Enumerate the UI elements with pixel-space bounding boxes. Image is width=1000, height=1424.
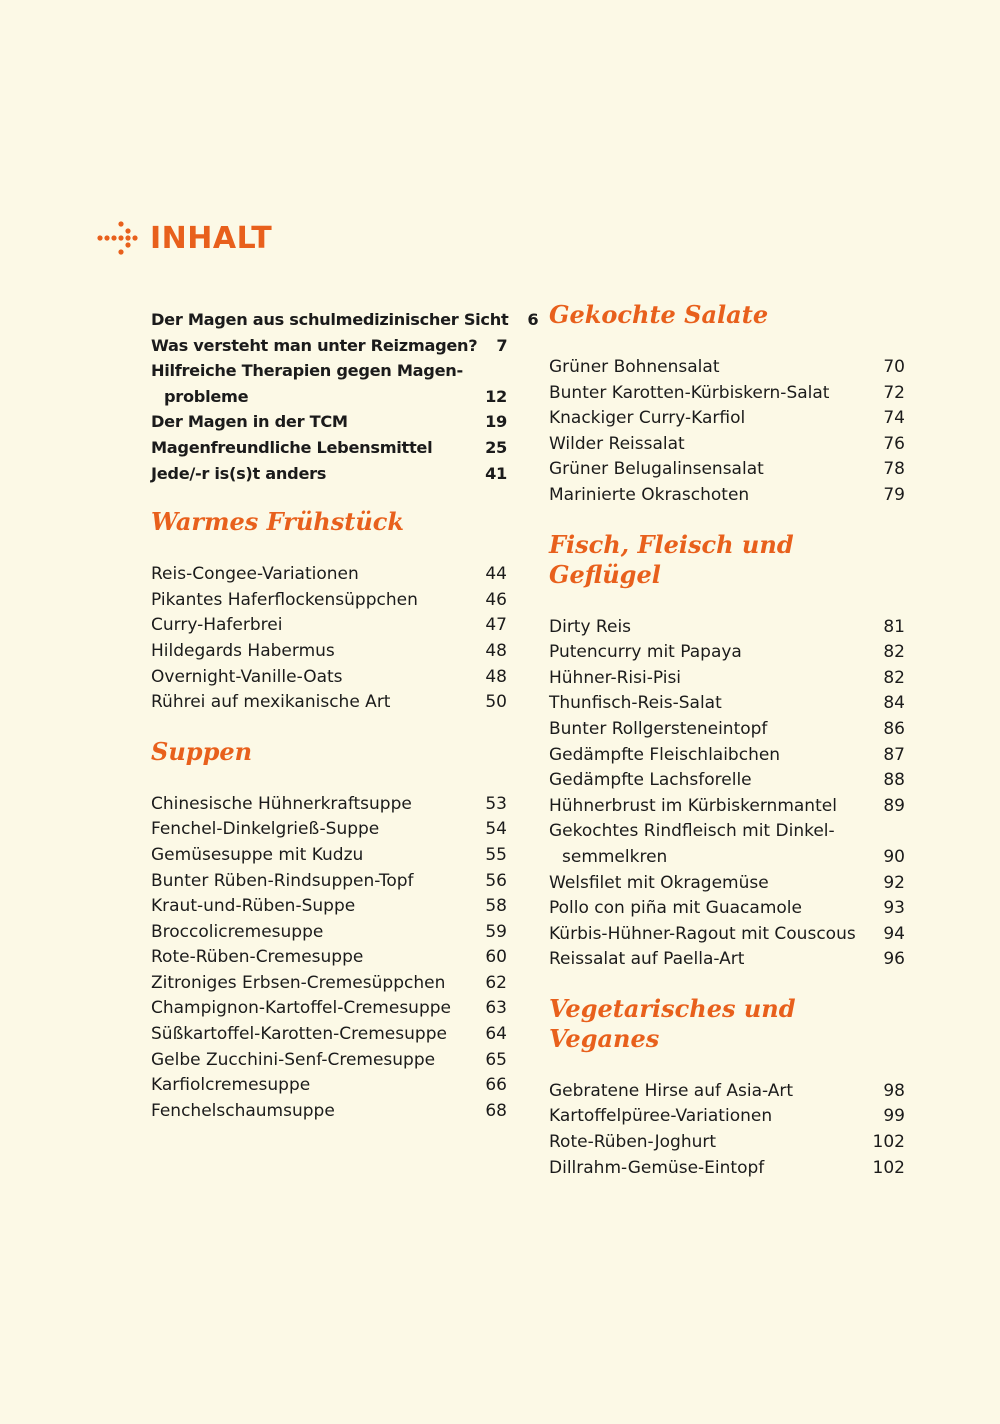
toc-entry-title: Grüner Bohnensalat xyxy=(549,357,720,377)
toc-entry-page: 46 xyxy=(485,589,507,610)
section-title: Warmes Frühstück xyxy=(151,507,405,537)
toc-entry-page: 102 xyxy=(872,1132,905,1153)
toc-entry-title: Hühnerbrust im Kürbiskernmantel xyxy=(549,795,837,816)
toc-intro-list xyxy=(151,307,539,486)
toc-entry-title: Grüner Belugalinsensalat xyxy=(549,459,764,480)
toc-entry-page: 96 xyxy=(883,949,905,970)
toc-entry-title: Gedämpfte Fleischlaibchen xyxy=(549,744,781,765)
toc-entry-page: 72 xyxy=(883,382,905,403)
toc-entry-page: 59 xyxy=(485,921,507,942)
toc-entry xyxy=(151,945,507,971)
toc-entry xyxy=(549,406,905,432)
toc-entry-title: Wilder Reissalat xyxy=(549,433,685,454)
toc-entry-title: Overnight-Vanille-Oats xyxy=(151,666,343,687)
toc-entry-title: Jede/-r is(s)t anders xyxy=(151,463,327,483)
toc-entry-page: 86 xyxy=(883,718,905,739)
toc-entry xyxy=(549,717,905,743)
toc-entry xyxy=(151,333,507,359)
toc-entry-title: Kürbis-Hühner-Ragout mit Couscous xyxy=(549,923,856,944)
toc-entry-page: 58 xyxy=(485,896,507,917)
toc-entry-page: 82 xyxy=(883,642,905,663)
toc-entry-title: Broccolicremesuppe xyxy=(151,921,324,942)
section-title: Suppen xyxy=(151,736,253,766)
toc-entry-title: Kartoffelpüree-Variationen xyxy=(549,1106,773,1127)
toc-entry-title: Fenchel-Dinkelgrieß-Suppe xyxy=(151,819,380,840)
toc-entry-title: Gelbe Zucchini-Senf-Cremesuppe xyxy=(151,1049,436,1070)
toc-entry xyxy=(549,896,905,922)
toc-entry xyxy=(151,690,507,716)
toc-entry-title: Gedämpfte Lachsforelle xyxy=(549,770,752,791)
toc-entry-title: Pikantes Haferflockensüppchen xyxy=(151,589,418,610)
toc-entry-page: 44 xyxy=(485,564,507,585)
toc-entry xyxy=(549,871,905,897)
toc-entry-title: Chinesische Hühnerkraftsuppe xyxy=(151,793,412,814)
toc-entry-page: 25 xyxy=(485,437,507,457)
toc-entry xyxy=(151,665,507,691)
toc-entry xyxy=(549,1104,905,1130)
toc-column-left xyxy=(151,307,539,1124)
toc-entry xyxy=(549,691,905,717)
toc-entry-page: 48 xyxy=(485,640,507,661)
toc-entry-page: 55 xyxy=(485,844,507,865)
toc-entry-title: Was versteht man unter Reizmagen? xyxy=(151,335,478,355)
toc-entry-title: semmelkren xyxy=(562,846,668,867)
toc-entry xyxy=(151,461,507,487)
toc-entry-page: 7 xyxy=(496,335,508,355)
toc-section xyxy=(549,530,905,973)
page-title: INHALT xyxy=(150,220,273,256)
toc-entry xyxy=(549,743,905,769)
toc-entry-title: Putencurry mit Papaya xyxy=(549,642,742,663)
toc-entry-page: 88 xyxy=(883,770,905,791)
toc-entry xyxy=(549,1130,905,1156)
toc-entry xyxy=(151,1048,507,1074)
toc-entry-title: Thunfisch-Reis-Salat xyxy=(549,693,722,714)
toc-left-sections xyxy=(151,507,507,1124)
toc-entry-title: Reis-Congee-Variationen xyxy=(151,564,359,585)
toc-entry-page: 47 xyxy=(485,615,507,636)
toc-entry-page: 89 xyxy=(883,795,905,816)
toc-entry xyxy=(151,1022,507,1048)
toc-entry xyxy=(549,457,905,483)
toc-entry-page: 94 xyxy=(883,923,905,944)
toc-entry-page: 90 xyxy=(883,846,905,867)
toc-entry-title: Magenfreundliche Lebensmittel xyxy=(151,437,433,457)
toc-entry-title: Reissalat auf Paella-Art xyxy=(549,949,745,970)
toc-entry-page: 68 xyxy=(485,1100,507,1121)
toc-entry xyxy=(549,1079,905,1105)
toc-entry-title: Der Magen aus schulmedizinischer Sicht xyxy=(151,310,509,329)
toc-entry xyxy=(549,640,905,666)
toc-entry-title: Kraut-und-Rüben-Suppe xyxy=(151,896,356,917)
toc-entry-title: Süßkartoffel-Karotten-Cremesuppe xyxy=(151,1024,447,1045)
toc-section xyxy=(549,300,905,509)
toc-entry xyxy=(549,483,905,509)
toc-entry xyxy=(151,588,507,614)
toc-entry-page: 93 xyxy=(883,898,905,919)
toc-entry-page: 53 xyxy=(485,793,507,814)
toc-entry-page: 64 xyxy=(485,1024,507,1045)
toc-entry xyxy=(151,971,507,997)
toc-entry xyxy=(549,947,905,973)
toc-entry xyxy=(151,792,507,818)
toc-entry-page: 98 xyxy=(883,1080,905,1101)
toc-entry xyxy=(549,922,905,948)
section-title: Vegetarisches und Veganes xyxy=(549,993,796,1053)
toc-entry-title: probleme xyxy=(164,386,249,406)
toc-entry-title: Champignon-Kartoffel-Cremesuppe xyxy=(151,998,451,1019)
toc-entry-page: 74 xyxy=(883,408,905,429)
toc-entry xyxy=(549,845,905,871)
toc-entry xyxy=(549,819,905,845)
toc-entry-page: 41 xyxy=(485,463,507,483)
toc-entry-page: 87 xyxy=(883,744,905,765)
toc-entry xyxy=(151,1099,507,1125)
toc-entry-page: 12 xyxy=(485,386,507,406)
toc-section xyxy=(549,994,905,1181)
toc-entry-page: 66 xyxy=(485,1075,507,1096)
toc-entry-page: 84 xyxy=(883,693,905,714)
toc-entry-title: Gebratene Hirse auf Asia-Art xyxy=(549,1080,794,1101)
toc-entry xyxy=(151,996,507,1022)
toc-entry xyxy=(151,920,507,946)
toc-entry xyxy=(151,358,507,384)
toc-entry-title: Gemüsesuppe mit Kudzu xyxy=(151,844,364,865)
toc-entry-title: Rote-Rüben-Joghurt xyxy=(549,1132,717,1153)
toc-entry-page: 63 xyxy=(485,998,507,1019)
toc-entry xyxy=(151,817,507,843)
toc-entry-page: 54 xyxy=(485,819,507,840)
toc-section xyxy=(151,507,507,716)
toc-entry-page: 82 xyxy=(883,667,905,688)
toc-entry-title: Rote-Rüben-Cremesuppe xyxy=(151,947,364,968)
toc-entry xyxy=(549,432,905,458)
toc-entry xyxy=(151,639,507,665)
toc-entry-title: Hühner-Risi-Pisi xyxy=(549,667,682,688)
toc-entry-title: Fenchelschaumsuppe xyxy=(151,1100,335,1121)
toc-entry-title: Knackiger Curry-Karfiol xyxy=(549,408,746,429)
toc-entry-page: 19 xyxy=(485,412,507,432)
toc-header xyxy=(96,216,272,260)
section-title: Fisch, Fleisch und Geflügel xyxy=(549,529,794,589)
toc-entry-page: 56 xyxy=(485,870,507,891)
toc-entry xyxy=(151,613,507,639)
toc-entry xyxy=(549,1156,905,1182)
toc-entry-title: Bunter Karotten-Kürbiskern-Salat xyxy=(549,382,830,403)
toc-entry-page: 78 xyxy=(883,459,905,480)
toc-entry xyxy=(549,794,905,820)
toc-entry-page: 81 xyxy=(883,616,905,637)
toc-entry xyxy=(151,384,507,410)
toc-entry xyxy=(151,843,507,869)
toc-entry xyxy=(549,355,905,381)
toc-entry xyxy=(549,768,905,794)
toc-column-right xyxy=(549,300,905,1181)
toc-entry-page: 48 xyxy=(485,666,507,687)
toc-entry-title: Bunter Rüben-Rindsuppen-Topf xyxy=(151,870,414,891)
toc-entry xyxy=(151,894,507,920)
toc-entry-page: 102 xyxy=(872,1157,905,1178)
toc-entry-page: 99 xyxy=(883,1106,905,1127)
toc-entry-title: Rührei auf mexikanische Art xyxy=(151,692,391,713)
toc-entry-title: Marinierte Okraschoten xyxy=(549,484,750,505)
toc-entry xyxy=(549,615,905,641)
toc-entry-page: 50 xyxy=(485,692,507,713)
toc-entry xyxy=(549,666,905,692)
toc-entry-title: Karfiolcremesuppe xyxy=(151,1075,311,1096)
toc-entry xyxy=(151,1073,507,1099)
toc-entry xyxy=(549,381,905,407)
toc-entry-title: Bunter Rollgersteneintopf xyxy=(549,718,768,739)
toc-entry xyxy=(151,307,539,333)
toc-entry-title: Pollo con piña mit Guacamole xyxy=(549,898,802,919)
toc-entry-page: 60 xyxy=(485,947,507,968)
toc-entry-page: 65 xyxy=(485,1049,507,1070)
toc-entry-title: Hildegards Habermus xyxy=(151,640,335,661)
toc-entry-page: 62 xyxy=(485,972,507,993)
dotted-arrow-icon xyxy=(96,216,144,260)
toc-entry-title: Dillrahm-Gemüse-Eintopf xyxy=(549,1157,765,1178)
toc-entry xyxy=(151,435,507,461)
toc-entry xyxy=(151,869,507,895)
section-title: Gekochte Salate xyxy=(549,300,769,329)
toc-entry-title: Gekochtes Rindfleisch mit Dinkel- xyxy=(549,821,835,842)
toc-section xyxy=(151,737,507,1125)
toc-entry-page: 76 xyxy=(883,433,905,454)
toc-entry-title: Welsfilet mit Okragemüse xyxy=(549,872,769,893)
toc-entry-page: 92 xyxy=(883,872,905,893)
toc-entry-title: Hilfreiche Therapien gegen Magen- xyxy=(151,361,463,381)
toc-entry-page: 6 xyxy=(527,310,539,329)
toc-entry xyxy=(151,562,507,588)
toc-entry-title: Der Magen in der TCM xyxy=(151,412,348,432)
toc-entry xyxy=(151,409,507,435)
toc-entry-page: 70 xyxy=(883,357,905,377)
toc-entry-title: Curry-Haferbrei xyxy=(151,615,283,636)
toc-entry-title: Zitroniges Erbsen-Cremesüppchen xyxy=(151,972,446,993)
toc-entry-page: 79 xyxy=(883,484,905,505)
toc-entry-title: Dirty Reis xyxy=(549,616,632,637)
